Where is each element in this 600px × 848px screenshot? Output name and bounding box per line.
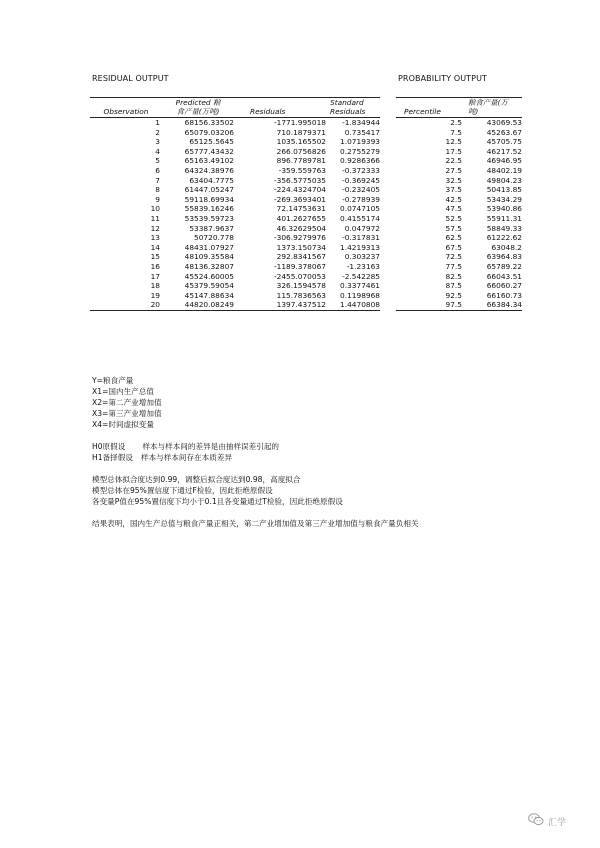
grain-output-cell: 55911.31 [486, 213, 522, 223]
residual-cell: 266.0756826 [276, 146, 326, 156]
variable-definition: X2=第二产业增加值 [92, 398, 162, 407]
residual-cell: 1397.437512 [276, 300, 326, 310]
percentile-cell: 62.5 [445, 233, 462, 243]
probability-output-table [396, 97, 522, 311]
standard-residual-cell: 0.9286366 [340, 156, 380, 166]
variable-definition: Y=粮食产量 [92, 376, 134, 385]
standard-residual-cell: 1.4470808 [340, 300, 380, 310]
observation-cell: 20 [150, 300, 160, 310]
standard-residual-cell: 0.1198968 [340, 290, 380, 300]
table-row [90, 137, 380, 147]
predicted-cell: 65163.49102 [184, 156, 234, 166]
percentile-cell: 22.5 [445, 156, 462, 166]
table-row [90, 233, 380, 243]
table-row [90, 128, 380, 138]
residual-cell: -2455.070053 [273, 271, 326, 281]
standard-residual-cell: -0.278939 [342, 194, 380, 204]
predicted-cell: 55839.16246 [184, 204, 234, 214]
table-row [396, 300, 522, 310]
predicted-cell: 61447.05247 [184, 185, 234, 195]
notes-block [92, 375, 419, 529]
table-row [90, 281, 380, 291]
grain-output-cell: 43069.53 [486, 118, 522, 127]
table-row [90, 224, 380, 234]
grain-output-cell: 63964.83 [486, 252, 522, 262]
variable-definition: X4=时间虚拟变量 [92, 420, 154, 429]
standard-residual-cell: -0.317831 [342, 233, 380, 243]
grain-output-cell: 48402.19 [486, 165, 522, 175]
predicted-cell: 45379.59054 [184, 281, 234, 291]
table-row [396, 118, 522, 128]
fit-statement: 模型总体拟合度达到0.99，调整后拟合度达到0.98，高度拟合 [92, 475, 301, 484]
residual-output-title: RESIDUAL OUTPUT [92, 74, 169, 83]
grain-output-cell: 46946.95 [486, 156, 522, 166]
grain-output-header: 粮食产量(万 吨) [462, 98, 522, 118]
table-row [90, 262, 380, 272]
predicted-cell: 65079.03206 [184, 127, 234, 137]
percentile-cell: 97.5 [445, 300, 462, 310]
residual-cell: -1771.995018 [273, 118, 326, 127]
table-row [90, 156, 380, 166]
table-row [90, 204, 380, 214]
residual-cell: -306.9279976 [273, 233, 326, 243]
table-row [396, 291, 522, 301]
grain-output-cell: 63048.2 [491, 242, 522, 252]
table-row [396, 128, 522, 138]
observation-cell: 18 [150, 281, 160, 291]
grain-output-cell: 61222.62 [486, 233, 522, 243]
percentile-cell: 87.5 [445, 281, 462, 291]
grain-output-cell: 58849.33 [486, 223, 522, 233]
grain-output-cell: 65789.22 [486, 261, 522, 271]
observation-cell: 10 [150, 204, 160, 214]
grain-output-cell: 50413.85 [486, 185, 522, 195]
percentile-cell: 2.5 [450, 118, 462, 127]
table-row [396, 176, 522, 186]
fit-statement: 模型总体在95%置信度下通过F检验，因此拒绝原假设 [92, 486, 273, 495]
percentile-cell: 52.5 [445, 213, 462, 223]
predicted-cell: 65777.43432 [184, 146, 234, 156]
standard-residual-cell: 0.4155174 [340, 213, 380, 223]
table-row [396, 166, 522, 176]
grain-output-cell: 49804.23 [486, 175, 522, 185]
table-header-row [90, 98, 380, 118]
residual-cell: 326.1594578 [276, 281, 326, 291]
standard-residual-cell: -1.834944 [342, 118, 380, 127]
percentile-cell: 17.5 [445, 146, 462, 156]
standard-residual-cell: -1.23163 [346, 261, 380, 271]
grain-output-cell: 53940.86 [486, 204, 522, 214]
percentile-cell: 47.5 [445, 204, 462, 214]
grain-output-cell: 45263.67 [486, 127, 522, 137]
observation-cell: 9 [155, 194, 160, 204]
observation-cell: 8 [155, 185, 160, 195]
standard-residual-cell: 0.0747105 [340, 204, 380, 214]
percentile-cell: 32.5 [445, 175, 462, 185]
percentile-cell: 12.5 [445, 137, 462, 147]
grain-output-cell: 53434.29 [486, 194, 522, 204]
residual-cell: 292.8341567 [276, 252, 326, 262]
observation-cell: 19 [150, 290, 160, 300]
observation-cell: 5 [155, 156, 160, 166]
observation-cell: 7 [155, 175, 160, 185]
table-row [396, 262, 522, 272]
residual-cell: 896.7789781 [276, 156, 326, 166]
table-header-row [396, 98, 522, 118]
standard-residual-cell: 0.303237 [344, 252, 380, 262]
observation-cell: 16 [150, 261, 160, 271]
residual-cell: 72.14753631 [276, 204, 326, 214]
observation-cell: 11 [150, 213, 160, 223]
observation-cell: 12 [150, 223, 160, 233]
residual-cell: -269.3693401 [273, 194, 326, 204]
standard-residual-cell: 0.2755279 [340, 146, 380, 156]
predicted-cell: 45147.88634 [184, 290, 234, 300]
percentile-cell: 82.5 [445, 271, 462, 281]
standard-residuals-header: Standard Residuals [326, 98, 380, 118]
table-row [90, 147, 380, 157]
observation-cell: 4 [155, 146, 160, 156]
table-row [396, 147, 522, 157]
standard-residual-cell: 0.735417 [344, 127, 380, 137]
percentile-header: Percentile [396, 98, 462, 118]
table-row [396, 233, 522, 243]
observation-cell: 17 [150, 271, 160, 281]
observation-cell: 2 [155, 127, 160, 137]
table-row [90, 272, 380, 282]
table-row [396, 185, 522, 195]
grain-output-cell: 45705.75 [486, 137, 522, 147]
standard-residual-cell: -0.372333 [342, 165, 380, 175]
percentile-cell: 27.5 [445, 165, 462, 175]
table-row [90, 118, 380, 128]
predicted-cell: 48136.32807 [184, 261, 234, 271]
predicted-cell: 64324.38976 [184, 165, 234, 175]
standard-residual-cell: -2.542285 [342, 271, 380, 281]
predicted-cell: 53539.59723 [184, 213, 234, 223]
table-row [396, 195, 522, 205]
table-row [90, 195, 380, 205]
predicted-cell: 48109.35584 [184, 252, 234, 262]
predicted-cell: 65125.5645 [189, 137, 234, 147]
grain-output-cell: 66160.73 [486, 290, 522, 300]
predicted-cell: 68156.33502 [184, 118, 234, 127]
percentile-cell: 57.5 [445, 223, 462, 233]
observation-header: Observation [90, 98, 162, 118]
null-hypothesis: H0原假设 样本与样本间的差异是由抽样误差引起的 [92, 442, 280, 451]
percentile-cell: 67.5 [445, 242, 462, 252]
standard-residual-cell: 0.047972 [344, 223, 380, 233]
percentile-cell: 72.5 [445, 252, 462, 262]
residuals-header: Residuals [234, 98, 326, 118]
observation-cell: 6 [155, 165, 160, 175]
grain-output-cell: 66043.51 [486, 271, 522, 281]
table-row [396, 137, 522, 147]
observation-cell: 3 [155, 137, 160, 147]
residual-cell: 1373.150734 [276, 242, 326, 252]
residual-cell: -359.559763 [278, 165, 326, 175]
table-row [90, 214, 380, 224]
table-row [90, 176, 380, 186]
table-row [396, 252, 522, 262]
table-row [90, 300, 380, 310]
watermark [528, 813, 566, 829]
table-row [396, 281, 522, 291]
standard-residual-cell: 1.0719393 [340, 137, 380, 147]
standard-residual-cell: -0.369245 [342, 175, 380, 185]
predicted-cell: 63404.7775 [189, 175, 234, 185]
percentile-cell: 92.5 [445, 290, 462, 300]
table-row [90, 291, 380, 301]
conclusion: 结果表明，国内生产总值与粮食产量正相关，第二产业增加值及第三产业增加值与粮食产量负相关 [92, 519, 419, 528]
predicted-header: Predicted 粮 食产量(万吨) [162, 98, 234, 118]
variable-definition: X3=第三产业增加值 [92, 409, 162, 418]
percentile-cell: 77.5 [445, 261, 462, 271]
residual-cell: -356.5775035 [273, 175, 326, 185]
observation-cell: 13 [150, 233, 160, 243]
table-row [396, 243, 522, 253]
residual-cell: 710.1879371 [276, 127, 326, 137]
table-row [90, 166, 380, 176]
table-row [396, 214, 522, 224]
grain-output-cell: 66384.34 [486, 300, 522, 310]
wechat-icon [528, 813, 544, 829]
fit-statement: 各变量P值在95%置信度下均小于0.1且各变量通过T检验，因此拒绝原假设 [92, 497, 343, 506]
predicted-cell: 45524.60005 [184, 271, 234, 281]
residual-cell: 401.2627655 [276, 213, 326, 223]
residual-cell: -224.4324704 [273, 185, 326, 195]
variable-definition: X1=国内生产总值 [92, 387, 154, 396]
table-row [90, 243, 380, 253]
probability-output-title: PROBABILITY OUTPUT [398, 74, 488, 83]
table-row [90, 185, 380, 195]
residual-output-table [90, 97, 380, 311]
grain-output-cell: 66060.27 [486, 281, 522, 291]
percentile-cell: 7.5 [450, 127, 462, 137]
observation-cell: 14 [150, 242, 160, 252]
residual-cell: 115.7836563 [276, 290, 326, 300]
residual-cell: 46.32629504 [276, 223, 326, 233]
standard-residual-cell: 1.4219313 [340, 242, 380, 252]
predicted-cell: 59118.69934 [184, 194, 234, 204]
residual-cell: -1189.378067 [273, 261, 326, 271]
standard-residual-cell: 0.3377461 [340, 281, 380, 291]
table-row [396, 272, 522, 282]
predicted-cell: 50720.778 [194, 233, 234, 243]
alternative-hypothesis: H1备择假设 样本与样本间存在本质差异 [92, 453, 233, 462]
predicted-cell: 48431.07927 [184, 242, 234, 252]
table-row [396, 224, 522, 234]
table-row [90, 252, 380, 262]
grain-output-cell: 46217.52 [486, 146, 522, 156]
percentile-cell: 37.5 [445, 185, 462, 195]
percentile-cell: 42.5 [445, 194, 462, 204]
residual-cell: 1035.165502 [276, 137, 326, 147]
observation-cell: 1 [155, 118, 160, 127]
standard-residual-cell: -0.232405 [342, 185, 380, 195]
table-row [396, 204, 522, 214]
predicted-cell: 53387.9637 [189, 223, 234, 233]
watermark-text: 汇学 [548, 817, 567, 828]
table-row [396, 156, 522, 166]
predicted-cell: 44820.08249 [184, 300, 234, 310]
observation-cell: 15 [150, 252, 160, 262]
